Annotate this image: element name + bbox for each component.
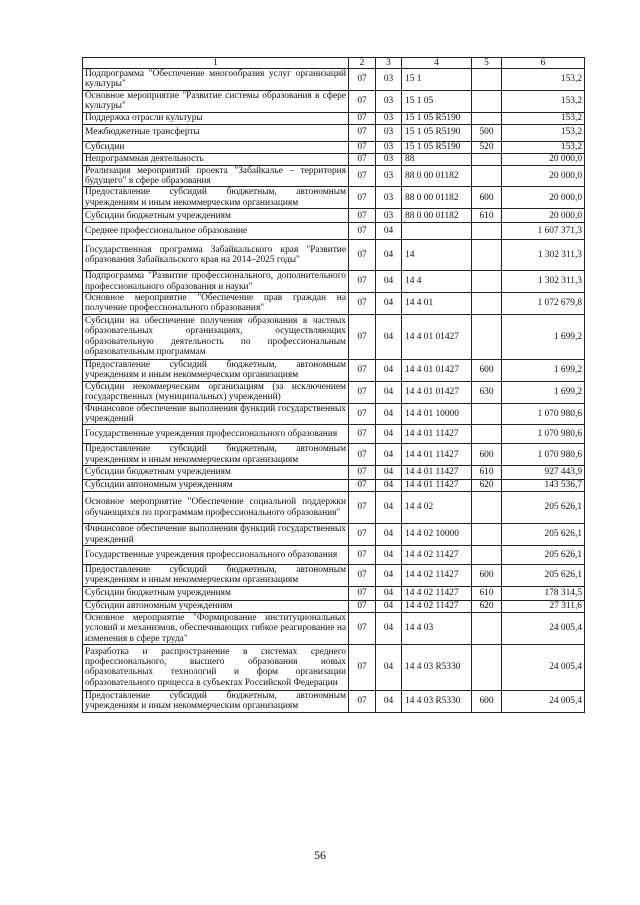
- row-c2-cell: 07: [349, 112, 376, 124]
- row-c2-cell: 07: [349, 293, 376, 315]
- row-c4-cell: 14 4 01 10000: [402, 403, 472, 425]
- table-row: [83, 524, 585, 546]
- table-row: [83, 240, 585, 271]
- row-c5-cell: [472, 112, 502, 124]
- row-c2-cell: 07: [349, 90, 376, 112]
- row-c5-cell: 520: [472, 141, 502, 153]
- table-row: [83, 271, 585, 293]
- row-name-cell: Субсидии бюджетным учреждениям: [83, 586, 349, 600]
- row-c3-cell: 04: [376, 600, 402, 612]
- row-c4-cell: 14 4 02: [402, 492, 472, 524]
- row-c6-cell: 24 005,4: [502, 644, 585, 690]
- row-c2-cell: 07: [349, 480, 376, 492]
- row-c4-cell: 15 1 05 R5190: [402, 112, 472, 124]
- row-name-cell: Разработка и распространение в системах среднего профессионального, высшего образования новых образовательных технологий и форм организации образовательного процесса в субъектах Российской Федерации: [83, 644, 349, 690]
- row-c6-cell: 205 626,1: [502, 524, 585, 546]
- row-name-cell: Непрограммная деятельность: [83, 153, 349, 165]
- header-col-2: 2: [349, 58, 376, 69]
- row-name-cell: Государственные учреждения профессионального образования: [83, 425, 349, 444]
- row-c4-cell: 14 4 02 11427: [402, 600, 472, 612]
- row-c2-cell: 07: [349, 165, 376, 187]
- row-c3-cell: 04: [376, 271, 402, 293]
- row-c3-cell: 04: [376, 466, 402, 480]
- table-row: [83, 293, 585, 315]
- row-c4-cell: 14 4 01 11427: [402, 425, 472, 444]
- row-c3-cell: 03: [376, 165, 402, 187]
- row-c2-cell: 07: [349, 314, 376, 359]
- row-c6-cell: 1 699,2: [502, 314, 585, 359]
- row-c3-cell: 03: [376, 187, 402, 209]
- table-row: [83, 165, 585, 187]
- row-c4-cell: 88 0 00 01182: [402, 187, 472, 209]
- row-c5-cell: 600: [472, 690, 502, 712]
- row-name-cell: Основное мероприятие "Формирование институциональных условий и механизмов, обеспечивающих гибкое реагирование на изменения в сфере труда": [83, 612, 349, 644]
- table-row: [83, 425, 585, 444]
- table-row: [83, 690, 585, 712]
- table-row: [83, 112, 585, 124]
- row-c2-cell: 07: [349, 444, 376, 466]
- row-name-cell: Основное мероприятие "Развитие системы образования в сфере культуры": [83, 90, 349, 112]
- row-c4-cell: 88: [402, 153, 472, 165]
- table-row: [83, 612, 585, 644]
- row-c4-cell: 14 4 02 11427: [402, 586, 472, 600]
- row-c4-cell: 15 1: [402, 69, 472, 91]
- row-c6-cell: 1 072 679,8: [502, 293, 585, 315]
- row-c5-cell: 500: [472, 124, 502, 141]
- row-name-cell: Реализация мероприятий проекта "Забайкалье – территория будущего" в сфере образования: [83, 165, 349, 187]
- table-row: [83, 381, 585, 403]
- row-c4-cell: 14 4 02 11427: [402, 564, 472, 586]
- row-c2-cell: 07: [349, 271, 376, 293]
- row-c4-cell: 14 4 01 01427: [402, 359, 472, 381]
- table-row: [83, 359, 585, 381]
- table-row: [83, 444, 585, 466]
- row-c5-cell: [472, 293, 502, 315]
- table-row: [83, 209, 585, 223]
- table-row: [83, 223, 585, 240]
- row-c2-cell: 07: [349, 612, 376, 644]
- header-col-6: 6: [502, 58, 585, 69]
- row-c4-cell: 15 1 05: [402, 90, 472, 112]
- row-name-cell: Субсидии автономным учреждениям: [83, 600, 349, 612]
- page-number: 56: [314, 848, 326, 862]
- row-c5-cell: [472, 524, 502, 546]
- table-row: [83, 492, 585, 524]
- row-c5-cell: [472, 69, 502, 91]
- row-name-cell: Предоставление субсидий бюджетным, автономным учреждениям и иным некоммерческим организациям: [83, 444, 349, 466]
- row-c6-cell: 20 000,0: [502, 187, 585, 209]
- row-name-cell: Предоставление субсидий бюджетным, автономным учреждениям и иным некоммерческим организациям: [83, 564, 349, 586]
- row-c3-cell: 03: [376, 90, 402, 112]
- row-c3-cell: 03: [376, 124, 402, 141]
- row-c6-cell: 24 005,4: [502, 612, 585, 644]
- row-c5-cell: [472, 545, 502, 564]
- row-c5-cell: [472, 240, 502, 271]
- row-c2-cell: 07: [349, 600, 376, 612]
- row-c4-cell: 15 1 05 R5190: [402, 141, 472, 153]
- row-c3-cell: 04: [376, 444, 402, 466]
- row-name-cell: Межбюджетные трансферты: [83, 124, 349, 141]
- row-c2-cell: 07: [349, 187, 376, 209]
- row-c6-cell: 153,2: [502, 69, 585, 91]
- header-col-4: 4: [402, 58, 472, 69]
- row-name-cell: Государственные учреждения профессионального образования: [83, 545, 349, 564]
- row-c6-cell: 1 070 980,6: [502, 444, 585, 466]
- table-row: [83, 314, 585, 359]
- row-name-cell: Субсидии автономным учреждениям: [83, 480, 349, 492]
- row-c6-cell: 1 070 980,6: [502, 425, 585, 444]
- row-c2-cell: 07: [349, 223, 376, 240]
- row-c2-cell: 07: [349, 69, 376, 91]
- row-c6-cell: 153,2: [502, 90, 585, 112]
- table-row: [83, 466, 585, 480]
- row-name-cell: Государственная программа Забайкальского края "Развитие образования Забайкальского края на 2014–2025 годы": [83, 240, 349, 271]
- row-c6-cell: 27 311,6: [502, 600, 585, 612]
- row-c6-cell: 153,2: [502, 124, 585, 141]
- table-row: [83, 600, 585, 612]
- table-row: [83, 69, 585, 91]
- table-row: [83, 480, 585, 492]
- row-c4-cell: 14 4 03 R5330: [402, 690, 472, 712]
- row-c3-cell: 03: [376, 69, 402, 91]
- row-c6-cell: 1 607 371,3: [502, 223, 585, 240]
- budget-table: [82, 57, 585, 713]
- row-c6-cell: 178 314,5: [502, 586, 585, 600]
- row-c5-cell: 610: [472, 209, 502, 223]
- row-c3-cell: 04: [376, 612, 402, 644]
- row-c5-cell: 610: [472, 586, 502, 600]
- row-c3-cell: 04: [376, 564, 402, 586]
- table-row: [83, 403, 585, 425]
- row-c2-cell: 07: [349, 644, 376, 690]
- row-c5-cell: [472, 314, 502, 359]
- row-c2-cell: 07: [349, 466, 376, 480]
- row-c6-cell: 1 699,2: [502, 381, 585, 403]
- row-c6-cell: 20 000,0: [502, 209, 585, 223]
- row-c6-cell: 1 070 980,6: [502, 403, 585, 425]
- row-c2-cell: 07: [349, 153, 376, 165]
- row-c3-cell: 04: [376, 381, 402, 403]
- row-c5-cell: [472, 153, 502, 165]
- row-c3-cell: 04: [376, 524, 402, 546]
- row-c6-cell: 153,2: [502, 141, 585, 153]
- row-name-cell: Предоставление субсидий бюджетным, автономным учреждениям и иным некоммерческим организациям: [83, 359, 349, 381]
- row-c5-cell: 600: [472, 187, 502, 209]
- row-c2-cell: 07: [349, 425, 376, 444]
- row-name-cell: Субсидии бюджетным учреждениям: [83, 209, 349, 223]
- table-row: [83, 141, 585, 153]
- row-c4-cell: 14 4 02 11427: [402, 545, 472, 564]
- row-c5-cell: [472, 644, 502, 690]
- table-row: [83, 90, 585, 112]
- row-c4-cell: 14 4 01 11427: [402, 444, 472, 466]
- row-c6-cell: 205 626,1: [502, 545, 585, 564]
- row-c3-cell: 04: [376, 644, 402, 690]
- row-c4-cell: 14 4 01 01427: [402, 381, 472, 403]
- row-c5-cell: 600: [472, 359, 502, 381]
- row-c3-cell: 04: [376, 545, 402, 564]
- table-row: [83, 124, 585, 141]
- row-name-cell: Финансовое обеспечение выполнения функций государственных учреждений: [83, 403, 349, 425]
- row-c3-cell: 03: [376, 209, 402, 223]
- header-row: [83, 58, 585, 69]
- row-c2-cell: 07: [349, 524, 376, 546]
- row-c5-cell: [472, 90, 502, 112]
- row-c4-cell: [402, 223, 472, 240]
- row-c4-cell: 14 4 01 11427: [402, 466, 472, 480]
- row-name-cell: Основное мероприятие "Обеспечение прав граждан на получение профессионального образования": [83, 293, 349, 315]
- row-c3-cell: 04: [376, 403, 402, 425]
- table-row: [83, 153, 585, 165]
- row-c3-cell: 03: [376, 141, 402, 153]
- row-name-cell: Среднее профессиональное образование: [83, 223, 349, 240]
- row-c3-cell: 04: [376, 314, 402, 359]
- row-c4-cell: 14 4 03: [402, 612, 472, 644]
- row-c5-cell: 610: [472, 466, 502, 480]
- header-col-5: 5: [472, 58, 502, 69]
- row-c2-cell: 07: [349, 564, 376, 586]
- row-c6-cell: 20 000,0: [502, 153, 585, 165]
- row-c5-cell: [472, 492, 502, 524]
- row-c2-cell: 07: [349, 141, 376, 153]
- row-c5-cell: 600: [472, 564, 502, 586]
- row-name-cell: Поддержка отрасли культуры: [83, 112, 349, 124]
- row-name-cell: Субсидии: [83, 141, 349, 153]
- row-c6-cell: 153,2: [502, 112, 585, 124]
- row-c6-cell: 1 699,2: [502, 359, 585, 381]
- row-c5-cell: 630: [472, 381, 502, 403]
- row-name-cell: Финансовое обеспечение выполнения функций государственных учреждений: [83, 524, 349, 546]
- row-name-cell: Субсидии на обеспечение получения образования в частных образовательных организациях, осуществляющих образовательную деятельность по профессиональным образовательным программам: [83, 314, 349, 359]
- row-c4-cell: 14 4 03 R5330: [402, 644, 472, 690]
- header-col-3: 3: [376, 58, 402, 69]
- row-name-cell: Предоставление субсидий бюджетным, автономным учреждениям и иным некоммерческим организациям: [83, 690, 349, 712]
- row-name-cell: Субсидии бюджетным учреждениям: [83, 466, 349, 480]
- row-c6-cell: 205 626,1: [502, 564, 585, 586]
- row-c5-cell: [472, 223, 502, 240]
- row-c4-cell: 14 4 01 01427: [402, 314, 472, 359]
- row-c3-cell: 04: [376, 586, 402, 600]
- row-c5-cell: 600: [472, 444, 502, 466]
- row-c5-cell: 620: [472, 480, 502, 492]
- row-c2-cell: 07: [349, 403, 376, 425]
- row-c3-cell: 04: [376, 223, 402, 240]
- table-row: [83, 545, 585, 564]
- row-name-cell: Предоставление субсидий бюджетным, автономным учреждениям и иным некоммерческим организациям: [83, 187, 349, 209]
- row-c4-cell: 88 0 00 01182: [402, 209, 472, 223]
- row-c4-cell: 14 4 01: [402, 293, 472, 315]
- row-c5-cell: 620: [472, 600, 502, 612]
- row-name-cell: Подпрограмма "Развитие профессионального, дополнительного профессионального образования и науки": [83, 271, 349, 293]
- row-c6-cell: 1 302 311,3: [502, 240, 585, 271]
- row-c6-cell: 20 000,0: [502, 165, 585, 187]
- row-c3-cell: 04: [376, 293, 402, 315]
- row-c3-cell: 03: [376, 153, 402, 165]
- row-c6-cell: 1 302 311,3: [502, 271, 585, 293]
- row-c6-cell: 205 626,1: [502, 492, 585, 524]
- row-name-cell: Подпрограмма "Обеспечение многообразия услуг организаций культуры": [83, 69, 349, 91]
- row-c6-cell: 24 005,4: [502, 690, 585, 712]
- row-c3-cell: 04: [376, 480, 402, 492]
- row-c3-cell: 04: [376, 690, 402, 712]
- row-c4-cell: 14 4: [402, 271, 472, 293]
- row-c3-cell: 04: [376, 240, 402, 271]
- row-c6-cell: 927 443,9: [502, 466, 585, 480]
- header-col-1: 1: [83, 58, 349, 69]
- row-c3-cell: 04: [376, 492, 402, 524]
- row-c2-cell: 07: [349, 545, 376, 564]
- row-c3-cell: 03: [376, 112, 402, 124]
- row-name-cell: Основное мероприятие "Обеспечение социальной поддержки обучающихся по программам профессионального образования": [83, 492, 349, 524]
- row-c2-cell: 07: [349, 381, 376, 403]
- row-c4-cell: 15 1 05 R5190: [402, 124, 472, 141]
- row-c2-cell: 07: [349, 492, 376, 524]
- row-c5-cell: [472, 271, 502, 293]
- row-c4-cell: 88 0 00 01182: [402, 165, 472, 187]
- table-row: [83, 644, 585, 690]
- row-c4-cell: 14 4 02 10000: [402, 524, 472, 546]
- table-row: [83, 564, 585, 586]
- row-c2-cell: 07: [349, 209, 376, 223]
- row-c4-cell: 14: [402, 240, 472, 271]
- row-name-cell: Субсидии некоммерческим организациям (за исключением государственных (муниципальных) учреждений): [83, 381, 349, 403]
- row-c2-cell: 07: [349, 586, 376, 600]
- row-c2-cell: 07: [349, 240, 376, 271]
- row-c3-cell: 04: [376, 359, 402, 381]
- row-c2-cell: 07: [349, 124, 376, 141]
- row-c3-cell: 04: [376, 425, 402, 444]
- row-c5-cell: [472, 403, 502, 425]
- row-c4-cell: 14 4 01 11427: [402, 480, 472, 492]
- row-c2-cell: 07: [349, 690, 376, 712]
- row-c5-cell: [472, 612, 502, 644]
- row-c5-cell: [472, 165, 502, 187]
- table-row: [83, 586, 585, 600]
- table-row: [83, 187, 585, 209]
- row-c2-cell: 07: [349, 359, 376, 381]
- row-c6-cell: 143 536,7: [502, 480, 585, 492]
- row-c5-cell: [472, 425, 502, 444]
